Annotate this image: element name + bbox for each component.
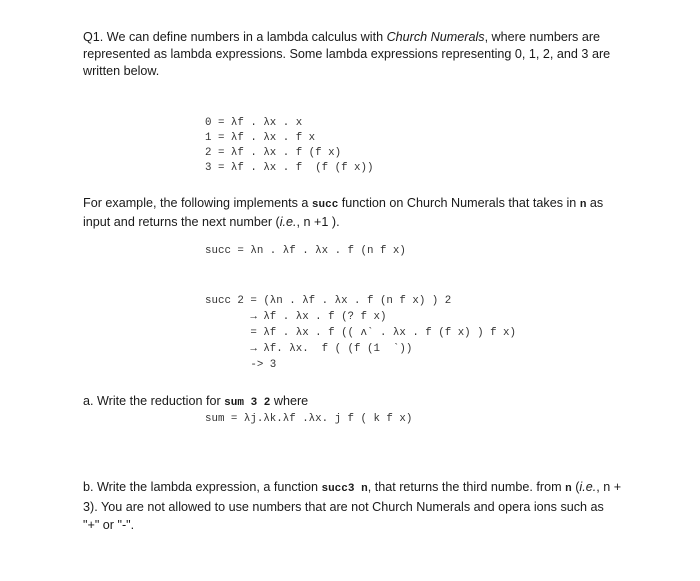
reduction-step-4: → λf. λx. f ( (f (1 `)) xyxy=(205,343,413,355)
numeral-0: 0 = λf . λx . x xyxy=(205,117,303,129)
intro-text-2: , where numbers are represented as lambda expressions. Some lambda expressions representing 0, 1, 2, and 3 are written below. xyxy=(83,30,611,78)
intro-text-1: Q1. We can define numbers in a lambda calculus with xyxy=(83,30,387,44)
numeral-2: 2 = λf . λx . f (f x) xyxy=(205,147,342,159)
part-b-code-n: n xyxy=(565,483,572,495)
reduction-step-2: → λf . λx . f (? f x) xyxy=(205,311,387,323)
example-text-1: For example, the following implements a xyxy=(83,196,312,210)
part-b-prompt xyxy=(83,478,623,534)
part-b-text-4: , n + 3). You are not allowed to use numbers that are not Church Numerals and opera ions such as "+" or "-". xyxy=(83,480,622,532)
intro-church-numerals: Church Numerals xyxy=(386,30,485,44)
part-a-prompt xyxy=(83,393,623,412)
example-code-succ: succ xyxy=(311,199,339,211)
numeral-1: 1 = λf . λx . f x xyxy=(205,132,316,144)
part-b-text-2: , that returns the third numbe. from xyxy=(367,480,566,494)
part-a-code: sum 3 2 xyxy=(224,397,271,409)
part-b-code-succ3: succ3 n xyxy=(321,483,368,495)
part-b-text-1: b. Write the lambda expression, a function xyxy=(83,480,322,494)
reduction-step-5: -> 3 xyxy=(205,359,277,371)
example-paragraph xyxy=(83,195,623,231)
reduction-step-1: succ 2 = (λn . λf . λx . f (n f x) ) 2 xyxy=(205,295,452,307)
example-text-2: function on Church Numerals that takes in xyxy=(338,196,580,210)
part-a-text-1: a. Write the reduction for xyxy=(83,394,225,408)
example-text-4: , n +1 ). xyxy=(296,215,340,229)
sum-definition: sum = λj.λk.λf .λx. j f ( k f x) xyxy=(205,413,413,425)
part-a-text-2: where xyxy=(270,394,309,408)
example-code-n: n xyxy=(579,199,587,211)
part-b-text-3: ( xyxy=(571,480,580,494)
part-b-ie: i.e. xyxy=(579,480,597,494)
example-text-3: as input and returns the next number ( xyxy=(83,196,604,229)
numeral-3: 3 = λf . λx . f (f (f x)) xyxy=(205,162,374,174)
succ-definition: succ = λn . λf . λx . f (n f x) xyxy=(205,245,406,257)
example-ie: i.e. xyxy=(279,215,297,229)
reduction-step-3: = λf . λx . f (( ʌ` . λx . f (f x) ) f x) xyxy=(205,327,517,339)
question-intro xyxy=(83,29,623,80)
